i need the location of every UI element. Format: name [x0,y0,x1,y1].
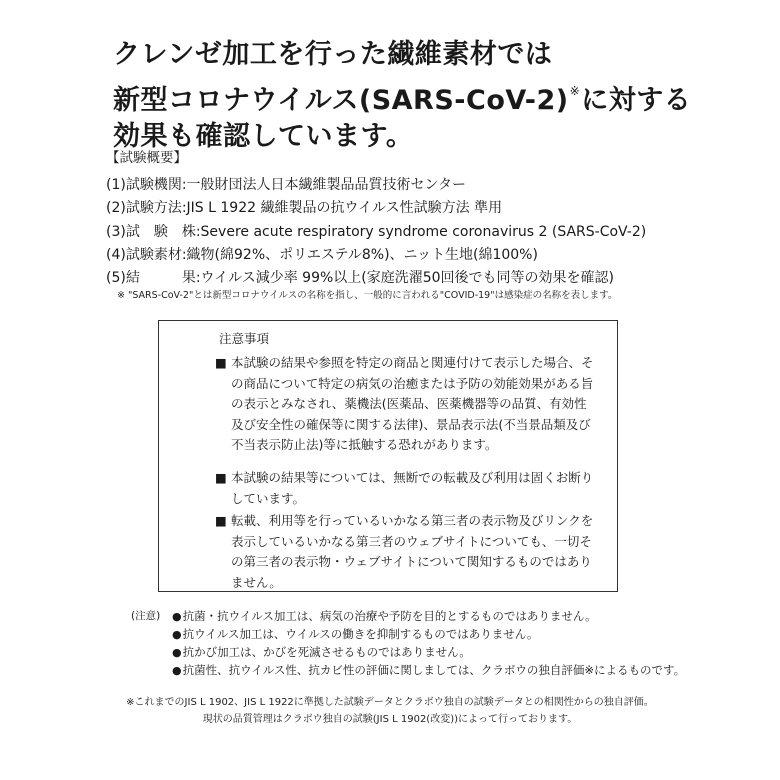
headline-line-2 [113,73,763,119]
test-overview-row-strain: (3)試 験 株:Severe acute respiratory syndrome coronavirus 2 (SARS-CoV-2) [106,223,647,240]
quality-control-note: 現状の品質管理はクラボウ独自の試験(JIS L 1902(改変))によって行っております。 [202,714,578,725]
headline-line-1: クレンゼ加工を行った繊維素材では [113,39,553,70]
caution-title: 注意事項 [219,331,270,346]
square-bullet-icon: ■ [215,513,227,528]
test-overview-title: 【試験概要】 [106,150,187,166]
caution-item [215,511,595,593]
note-item-text: 抗ウイルス加工は、ウイルスの働きを抑制するものではありません。 [182,627,539,641]
test-overview-row-method: (2)試験方法:JIS L 1922 繊維製品の抗ウイルス性試験方法 準用 [106,200,503,217]
caution-item [215,468,595,509]
caution-item-text: 本試験の結果等については、無断での転載及び利用は固くお断りしています。 [231,470,594,506]
test-overview [106,148,726,290]
notes-label: (注意) [131,610,161,622]
note-item-text: 抗菌性、抗ウイルス性、抗カビ性の評価に関しましては、クラボウの独自評価※によるものです。 [182,663,686,677]
caution-box [158,320,618,592]
square-bullet-icon: ■ [215,355,227,370]
headline [113,37,763,155]
caution-item-text: 転載、利用等を行っているいかなる第三者の表示物及びリンクを表示しているいかなる第三者のウェブサイトについても、一切その第三者の表示物・ウェブサイトについて関知するものではありません。 [231,513,594,590]
test-overview-row-result: (5)結 果:ウイルス減少率 99%以上(家庭洗濯50回後でも同等の効果を確認) [106,270,615,287]
sars-footnote: ※ "SARS-CoV-2"とは新型コロナウイルスの名称を指し、一般的に言われる"COVID-19"は感染症の名称を表します。 [117,290,618,301]
circle-bullet-icon: ● [172,610,182,623]
test-overview-row-material: (4)試験素材:織物(綿92%、ポリエステル8%)、ニット生地(綿100%) [106,246,538,263]
note-item-text: 抗菌・抗ウイルス加工は、病気の治療や予防を目的とするものではありません。 [182,609,597,623]
headline-line-2-end: に対する [581,85,692,116]
headline-line-3: 効果も確認しています。 [113,121,414,152]
circle-bullet-icon: ● [172,664,182,677]
circle-bullet-icon: ● [172,628,182,641]
test-overview-row-institution: (1)試験機関:一般財団法人日本繊維製品品質技術センター [106,177,466,193]
circle-bullet-icon: ● [172,646,182,659]
note-item [172,643,471,662]
headline-line-2-main: 新型コロナウイルス(SARS-CoV-2) [113,85,569,116]
headline-footnote-mark: ※ [569,84,581,98]
caution-item-text: 本試験の結果や参照を特定の商品と関連付けて表示した場合、その商品について特定の病気の治癒または予防の効能効果がある旨の表示とみなされ、薬機法(医薬品、医薬機器等の品質、有効性及び安全性の確保等に関する法律)、景品表示法(不当景品類及び不当表示防止法)等に抵触する恐れがあります。 [231,355,594,453]
caution-item [215,353,595,456]
note-item [172,625,538,644]
note-item [172,661,685,680]
square-bullet-icon: ■ [215,470,227,485]
evaluation-footnote: ※これまでのJIS L 1902、JIS L 1922に準拠した試験データとクラボウ独自の試験データとの相関性からの独自評価。 [126,697,654,708]
note-item-text: 抗かび加工は、かびを死滅させるものではありません。 [182,645,471,659]
note-item [172,607,597,626]
